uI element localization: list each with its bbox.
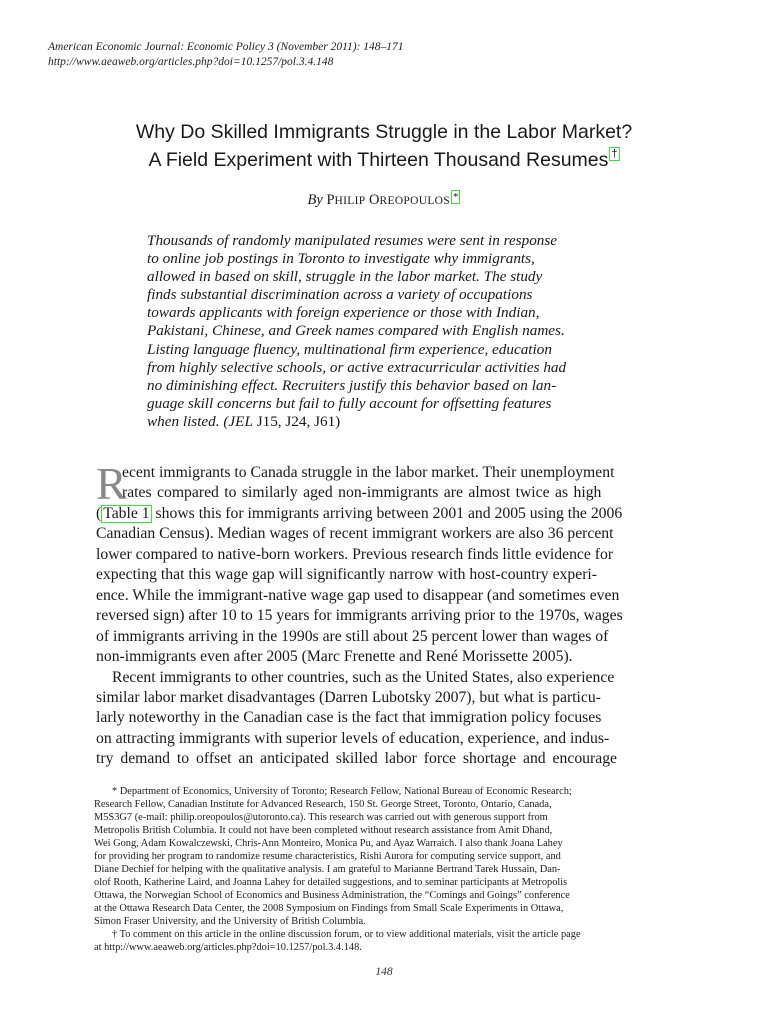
body-line: Recent immigrants to other countries, such as the United States, also experience: [112, 668, 615, 686]
footnote-line[interactable]: at http://www.aeaweb.org/articles.php?doi=10.1257/pol.3.4.148.: [94, 942, 362, 953]
page-number: 148: [375, 966, 393, 978]
body-line: non-immigrants even after 2005 (Marc Frenette and René Morissette 2005).: [96, 648, 573, 666]
body-line: expecting that this wage gap will significantly narrow with host-country experi-: [96, 566, 597, 584]
abstract-line: Listing language fluency, multinational firm experience, education: [147, 340, 552, 358]
abstract-line: allowed in based on skill, struggle in the labor market. The study: [147, 268, 543, 286]
footnote-line: * Department of Economics, University of Toronto; Research Fellow, National Bureau of Economic Research;: [112, 786, 572, 797]
footnote-line: olof Rooth, Katherine Laird, and Joanna Lahey for detailed suggestions, and to seminar participants at Metropolis: [94, 877, 568, 888]
title-line-2: A Field Experiment with Thirteen Thousand Resumes: [148, 149, 609, 171]
footnote-line: M5S3G7 (e-mail: philip.oreopoulos@utoronto.ca). This research was carried out with generous support from: [94, 812, 548, 823]
article-url[interactable]: http://www.aeaweb.org/articles.php?doi=10.1257/pol.3.4.148: [48, 56, 334, 68]
body-line: larly noteworthy in the Canadian case is the fact that immigration policy focuses: [96, 709, 602, 727]
body-line: try demand to offset an anticipated skilled labor force shortage and encourage: [96, 750, 618, 768]
paper-title: [60, 118, 708, 174]
abstract-line: finds substantial discrimination across a variety of occupations: [147, 286, 533, 304]
journal-header: [48, 40, 404, 70]
jel-label: JEL: [228, 412, 253, 430]
footnote-line: † To comment on this article in the online discussion forum, or to view additional materials, visit the article page: [112, 929, 581, 940]
body-line: ence. While the immigrant-native wage gap used to disappear (and sometimes even: [96, 586, 620, 604]
byline-by: By: [307, 192, 323, 208]
abstract-line: from highly selective schools, or active extracurricular activities had: [147, 358, 567, 376]
footnote-line: Metropolis British Columbia. It could not have been completed without research assistance from Amit Dhand,: [94, 825, 553, 836]
footnote-line: Simon Fraser University, and the University of British Columbia.: [94, 916, 366, 927]
footnote-line: Diane Dechief for helping with the qualitative analysis. I am grateful to Marianne Bertrand Tarek Hussain, Dan-: [94, 864, 561, 875]
journal-citation: American Economic Journal: Economic Policy 3 (November 2011): 148–171: [48, 41, 404, 53]
table-1-link[interactable]: Table 1: [103, 504, 150, 522]
title-line-1: Why Do Skilled Immigrants Struggle in the Labor Market?: [135, 121, 633, 143]
footnote-line: Research Fellow, Canadian Institute for Advanced Research, 150 St. George Street, Toronto, Ontario, Canada,: [94, 799, 552, 810]
body-line: Canadian Census). Median wages of recent immigrant workers are also 36 percent: [96, 525, 614, 543]
abstract-line: to online job postings in Toronto to investigate why immigrants,: [147, 250, 535, 268]
title-footnote-link[interactable]: †: [611, 148, 618, 160]
body-line: ecent immigrants to Canada struggle in the labor market. Their unemployment: [122, 464, 615, 481]
footnote-line: for providing her program to randomize resume characteristics, Rishi Aurora for computing service support, and: [94, 851, 561, 862]
body-line: on attracting immigrants with superior levels of education, experience, and indus-: [96, 729, 610, 747]
drop-cap: R: [96, 458, 127, 509]
author-footnote-link[interactable]: *: [452, 191, 459, 203]
footnote-line: Wei Gong, Adam Kowalczewski, Chris-Ann Monteiro, Monica Pu, and Ayaz Warraich. I also thank Joana Lahey: [94, 838, 563, 849]
abstract-jel-line: when listed. (JEL J15, J24, J61): [147, 412, 341, 430]
author-name: PHILIP OREOPOULOS: [326, 192, 450, 208]
footnote-line: at the Ottawa Research Data Center, the 2008 Symposium on Findings from Small Scale Experiments in Ottawa,: [94, 903, 564, 914]
body-line: rates compared to similarly aged non-immigrants are almost twice as high: [122, 484, 602, 502]
abstract: [147, 232, 566, 431]
footnote-line: Ottawa, the Norwegian School of Economics and Business Administration, the “Comings and Goings” conference: [94, 890, 570, 901]
abstract-line: Pakistani, Chinese, and Greek names compared with English names.: [147, 322, 565, 340]
body-line: ( Table 1 shows this for immigrants arriving between 2001 and 2005 using the 2006: [96, 504, 623, 522]
abstract-line: Thousands of randomly manipulated resumes were sent in response: [147, 232, 558, 249]
abstract-line: guage skill concerns but fail to fully account for offsetting features: [147, 394, 552, 412]
abstract-line: towards applicants with foreign experience or those with Indian,: [147, 304, 540, 322]
body-line: similar labor market disadvantages (Darren Lubotsky 2007), but what is particu-: [96, 688, 601, 706]
author-byline: [0, 190, 768, 209]
body-line: reversed sign) after 10 to 15 years for immigrants arriving prior to the 1970s, wages: [96, 607, 623, 625]
body-line: of immigrants arriving in the 1990s are still about 25 percent lower than wages of: [96, 627, 609, 645]
abstract-line: no diminishing effect. Recruiters justify this behavior based on lan-: [147, 376, 557, 394]
jel-codes: J15, J24, J61): [252, 412, 341, 430]
footnotes: [94, 785, 581, 954]
body-text: [96, 458, 623, 770]
body-line: lower compared to native-born workers. Previous research finds little evidence for: [96, 545, 614, 563]
